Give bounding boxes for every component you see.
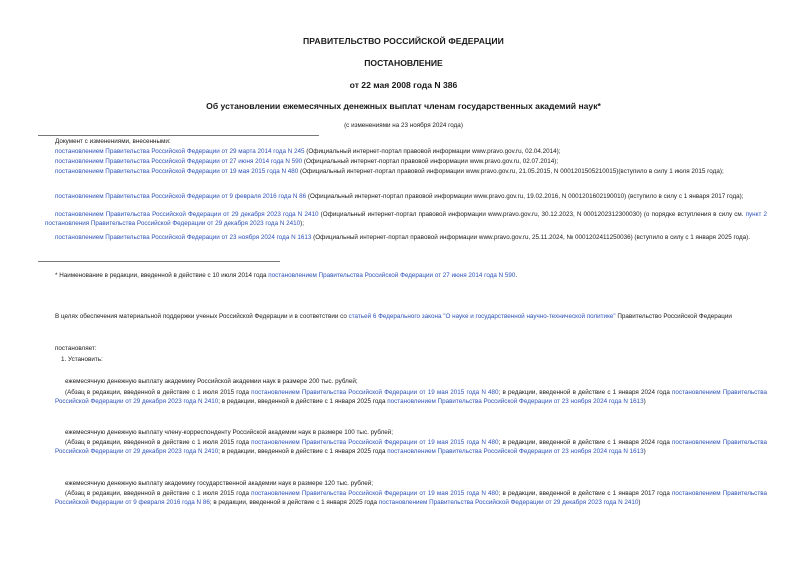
amendment-source: (Официальный интернет-портал правовой информации www.pravo.gov.ru, 02.07.2014); (302, 158, 559, 165)
amendment-clause-link[interactable]: пункт 2 постановления Правительства Российской Федерации от 29 декабря 2023 года N 2410 (45, 211, 768, 227)
amendment-source: (Официальный интернет-портал правовой информации www.pravo.gov.ru, 19.02.2016, N 0001201602190010) (вступило в силу с 1 января 2017 года); (306, 193, 744, 200)
amendment-ref-link[interactable]: постановлением Правительства Российской Федерации от 19 мая 2015 года N 480 (251, 490, 499, 497)
amendment-ref-link[interactable]: постановлением Правительства Российской Федерации от 9 февраля 2016 года N 86 (55, 490, 767, 506)
amendment-source: (Официальный интернет-портал правовой информации www.pravo.gov.ru, 21.05.2015, N 0001201505210015)(вступило в силу 1 июля 2015 года); (298, 168, 724, 175)
resolves-label: постановляет: (55, 345, 97, 352)
amendment-source: (Официальный интернет-портал правовой информации www.pravo.gov.ru, 30.12.2023, N 0001202312300030) (о порядке вступления в силу см. (318, 211, 746, 218)
document-title: Об установлении ежемесячных денежных выплат членам государственных академий наук* (206, 101, 601, 111)
amendment-ref-link[interactable]: постановлением Правительства Российской Федерации от 29 декабря 2023 года N 2410 (55, 389, 767, 405)
law-article-link[interactable]: статьей 6 Федерального закона "О науке и государственной научно-технической политике" (348, 313, 616, 320)
divider (38, 135, 319, 136)
preamble-text: В целях обеспечения материальной поддержки ученых Российской Федерации и в соответствии со (55, 313, 349, 320)
edit-note: (Абзац в редакции, введенной в действие с 1 июля 2015 года постановлением Правительства Российской Федерации от 19 мая 2015 года N 480; в редакции, введенной в действие с 1 января 2017 года постановлением Правительства Российской Федерации от 9 февраля 2016 года N 86; в редакции, введенной в действие с 1 января 2025 года постановлением Правительства Российской Федерации от 29 декабря 2023 года N 2410) (55, 490, 767, 506)
footnote-link[interactable]: постановлением Правительства Российской Федерации от 27 июня 2014 года N 590 (268, 272, 516, 279)
amendment-item (45, 234, 767, 243)
issuer-heading: ПРАВИТЕЛЬСТВО РОССИЙСКОЙ ФЕДЕРАЦИИ (303, 36, 504, 46)
footnote-end: . (515, 272, 518, 279)
amendment-source-end: ); (300, 219, 305, 227)
footnote-text: * Наименование в редакции, введенной в действие с 10 июля 2014 года (55, 272, 269, 279)
item-1-label: 1. Установить: (61, 356, 103, 363)
amendment-ref-link[interactable]: постановлением Правительства Российской Федерации от 19 мая 2015 года N 480 (251, 439, 499, 446)
amendment-link[interactable]: постановлением Правительства Российской Федерации от 29 марта 2014 года N 245 (55, 148, 305, 155)
amendment-link[interactable]: постановлением Правительства Российской Федерации от 19 мая 2015 года N 480 (55, 168, 299, 175)
amendment-source: (Официальный интернет-портал правовой информации www.pravo.gov.ru, 02.04.2014); (304, 148, 561, 155)
edit-note: (Абзац в редакции, введенной в действие с 1 июля 2015 года постановлением Правительства Российской Федерации от 19 мая 2015 года N 480; в редакции, введенной в действие с 1 января 2024 года постановлением Правительства Российской Федерации от 29 декабря 2023 года N 2410; в редакции, введенной в действие с 1 января 2025 года постановлением Правительства Российской Федерации от 23 ноября 2024 года N 1613) (55, 389, 767, 405)
amendment-ref-link[interactable]: постановлением Правительства Российской Федерации от 29 декабря 2023 года N 2410 (55, 439, 767, 455)
amendment-link[interactable]: постановлением Правительства Российской Федерации от 9 февраля 2016 года N 86 (55, 193, 307, 200)
payment-academician-ras: ежемесячную денежную выплату академику Российской академии наук в размере 200 тыс. рублей; (65, 378, 358, 385)
amendment-link[interactable]: постановлением Правительства Российской Федерации от 27 июня 2014 года N 590 (55, 158, 303, 165)
amendment-ref-link[interactable]: постановлением Правительства Российской Федерации от 23 ноября 2024 года N 1613 (387, 397, 644, 405)
amendment-link[interactable]: постановлением Правительства Российской Федерации от 29 декабря 2023 года N 2410 (55, 211, 319, 218)
amendment-ref-link[interactable]: постановлением Правительства Российской Федерации от 19 мая 2015 года N 480 (251, 389, 499, 396)
preamble-paragraph (45, 313, 767, 322)
payment-corresponding-member: ежемесячную денежную выплату члену-корреспонденту Российской академии наук в размере 100 тыс. рублей; (65, 429, 394, 436)
revision-note: (с изменениями на 23 ноября 2024 года) (344, 122, 463, 129)
amendment-item (55, 148, 561, 156)
amendment-item (55, 158, 558, 166)
footnote-divider (38, 261, 280, 262)
doc-type-heading: ПОСТАНОВЛЕНИЕ (364, 58, 443, 68)
amendment-link[interactable]: постановлением Правительства Российской Федерации от 23 ноября 2024 года N 1613 (55, 234, 312, 241)
edit-note: (Абзац в редакции, введенной в действие с 1 июля 2015 года постановлением Правительства Российской Федерации от 19 мая 2015 года N 480; в редакции, введенной в действие с 1 января 2024 года постановлением Правительства Российской Федерации от 29 декабря 2023 года N 2410; в редакции, введенной в действие с 1 января 2025 года постановлением Правительства Российской Федерации от 23 ноября 2024 года N 1613) (55, 439, 767, 455)
amendment-item (45, 168, 767, 177)
footnote (55, 272, 517, 280)
amendment-ref-link[interactable]: постановлением Правительства Российской Федерации от 29 декабря 2023 года N 2410 (378, 498, 639, 506)
amendment-source: (Официальный интернет-портал правовой информации www.pravo.gov.ru, 25.11.2024, № 0001202411250036) (вступило в силу с 1 января 2025 года). (311, 234, 751, 241)
amendment-ref-link[interactable]: постановлением Правительства Российской Федерации от 23 ноября 2024 года N 1613 (387, 447, 644, 455)
amendments-intro: Документ с изменениями, внесенными: (55, 138, 171, 145)
preamble-end: Правительство Российской Федерации (615, 313, 732, 320)
amendment-item (45, 193, 767, 202)
date-number-heading: от 22 мая 2008 года N 386 (349, 80, 458, 90)
amendment-item (45, 211, 767, 228)
payment-state-academician: ежемесячную денежную выплату академику государственной академии наук в размере 120 тыс. рублей; (65, 480, 374, 487)
